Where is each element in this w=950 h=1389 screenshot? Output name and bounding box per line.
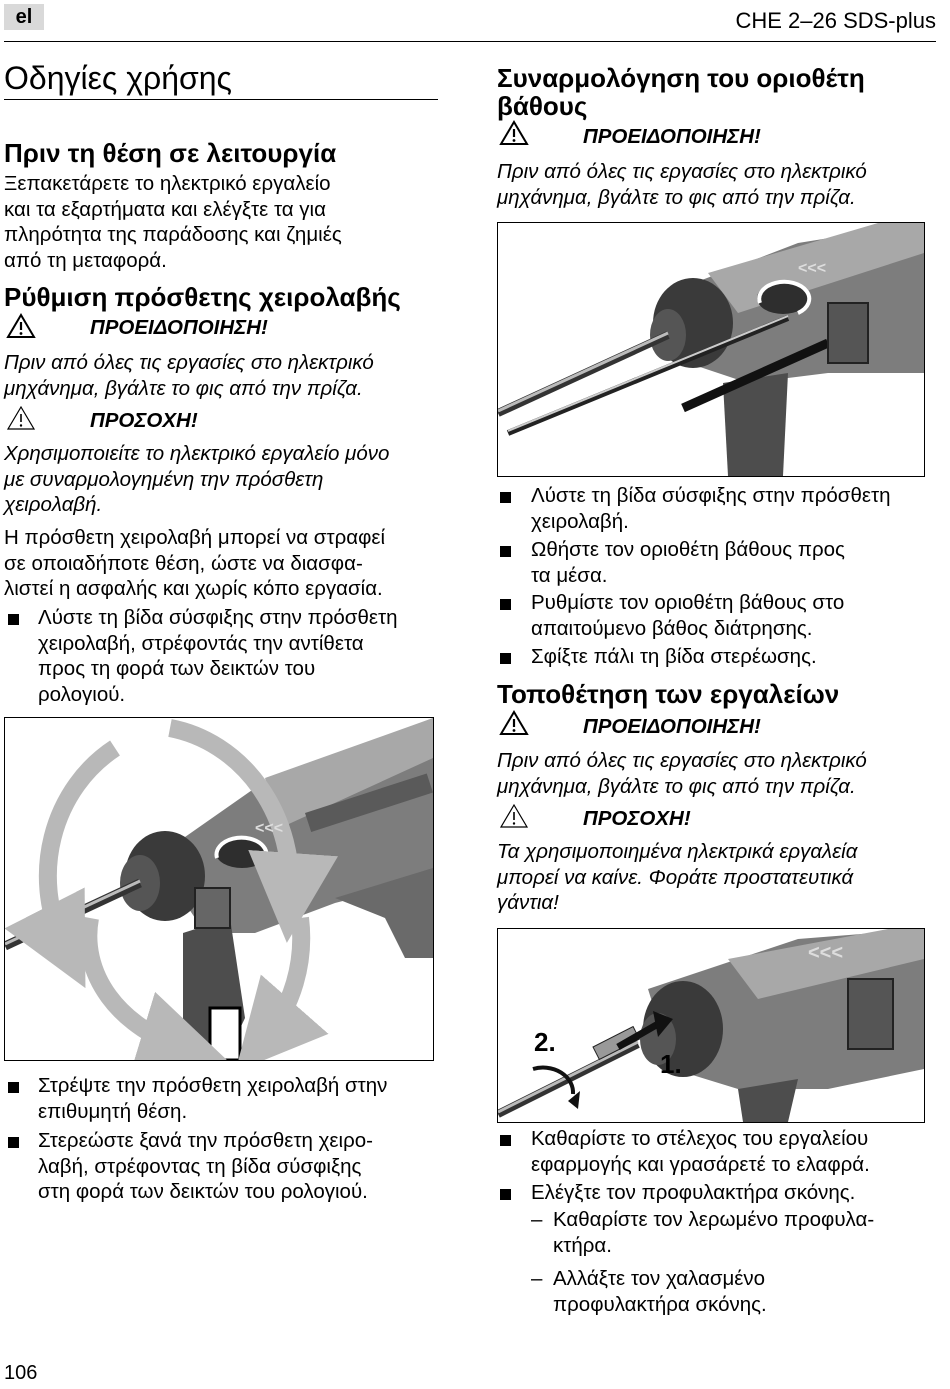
text-line: στη φορά των δεικτών του ρολογιού. (38, 1180, 368, 1203)
text-line: Λύστε τη βίδα σύσφιξης στην πρόσθετη (38, 606, 398, 629)
text-line: ρολογιού. (38, 682, 126, 706)
text-line: Ρυθμίστε τον οριοθέτη βάθους στο (531, 591, 845, 614)
page-title: Οδηγίες χρήσης (4, 60, 232, 96)
language-tag: el (4, 4, 44, 30)
text-line: πληρότητα της παράδοσης και ζημιές (4, 223, 342, 246)
aux-handle-body (4, 525, 385, 602)
text-line: επιθυμητή θέση. (38, 1099, 188, 1123)
text-line: Στρέψτε την πρόσθετη χειρολαβή στην (38, 1074, 388, 1097)
figure-rotate-handle (4, 717, 434, 1061)
text-line: Σφίξτε πάλι τη βίδα στερέωσης. (531, 645, 817, 668)
text-line: Καθαρίστε τον λερωμένο προφυλα- (553, 1208, 875, 1231)
bullet-tighten-handle (38, 1128, 373, 1205)
text-line: Πριν από όλες τις εργασίες στο ηλεκτρικό (497, 749, 867, 772)
bullet-square (500, 1189, 511, 1200)
svg-text:<<<: <<< (255, 820, 284, 837)
text-line: Λύστε τη βίδα σύσφιξης στην πρόσθετη (531, 484, 891, 507)
bullet-clean-shank (531, 1126, 870, 1177)
section-title-aux-handle: Ρύθμιση πρόσθετης χειρολαβής (4, 282, 401, 312)
text-line: εφαρμογής και γρασάρετέ το ελαφρά. (531, 1152, 870, 1176)
svg-text:<<<: <<< (798, 260, 827, 277)
warning-text (497, 159, 867, 210)
bullet-tighten-screw (531, 644, 817, 670)
bullet-adjust-stop (531, 590, 844, 641)
text-line: από τη μεταφορά. (4, 248, 167, 272)
bullet-square (500, 1135, 511, 1146)
text-line: κτήρα. (553, 1233, 612, 1257)
warning-triangle-icon (499, 120, 529, 146)
text-line: χειρολαβή. (531, 509, 629, 533)
caution-text (4, 441, 389, 518)
title-line: Συναρμολόγηση του οριοθέτη (497, 63, 865, 93)
bullet-square (8, 1082, 19, 1093)
title-rule (4, 99, 438, 100)
bullet-square (8, 1137, 19, 1148)
text-line: Ωθήστε τον οριοθέτη βάθους προς (531, 538, 845, 561)
text-line: Αλλάξτε τον χαλασμένο (553, 1267, 766, 1290)
caution-label: ΠΡΟΣΟΧΗ! (90, 409, 198, 432)
page-number: 106 (4, 1362, 38, 1384)
warning-text (497, 748, 867, 799)
step-1-label: 1. (660, 1049, 682, 1079)
text-line: χειρολαβή, στρέφοντάς την αντίθετα (38, 631, 364, 655)
section-title-insert-tools: Τοποθέτηση των εργαλείων (497, 679, 840, 709)
bullet-square (500, 599, 511, 610)
text-line: και τα εξαρτήματα και ελέγξτε τα για (4, 197, 326, 221)
figure-depth-stop (497, 222, 925, 477)
warning-label: ΠΡΟΕΙΔΟΠΟΙΗΣΗ! (583, 125, 761, 148)
step-2-label: 2. (534, 1027, 556, 1057)
text-line: με συναρμολογημένη την πρόσθετη (4, 467, 324, 491)
bullet-push-stop (531, 537, 845, 588)
text-line: Πριν από όλες τις εργασίες στο ηλεκτρικό (497, 160, 867, 183)
text-line: μηχάνημα, βγάλτε το φις από την πρίζα. (497, 185, 856, 209)
title-line: βάθους (497, 91, 588, 121)
text-line: τα μέσα. (531, 563, 608, 587)
text-line: σε οποιαδήποτε θέση, ώστε να διασφα- (4, 551, 363, 575)
text-line: Τα χρησιμοποιημένα ηλεκτρικά εργαλεία (497, 840, 858, 863)
svg-text:<<<: <<< (808, 942, 844, 964)
text-line: λιστεί η ασφαλής και χωρίς κόπο εργασία. (4, 577, 383, 600)
text-line: Στερεώστε ξανά την πρόσθετη χειρο- (38, 1129, 373, 1152)
dash-marker: – (531, 1208, 543, 1231)
bullet-square (500, 492, 511, 503)
text-line: γάντια! (497, 891, 559, 914)
text-line: Ελέγξτε τον προφυλακτήρα σκόνης. (531, 1181, 856, 1204)
text-line: Ξεπακετάρετε το ηλεκτρικό εργαλείο (4, 172, 331, 195)
warning-triangle-icon (6, 313, 36, 339)
text-line: απαιτούμενο βάθος διάτρησης. (531, 616, 813, 640)
bullet-rotate-handle (38, 1073, 387, 1124)
figure-insert-tool (497, 928, 925, 1123)
before-use-text (4, 171, 342, 273)
text-line: μηχάνημα, βγάλτε το φις από την πρίζα. (4, 376, 363, 400)
text-line: Καθαρίστε το στέλεχος του εργαλείου (531, 1127, 869, 1150)
bullet-square (500, 546, 511, 557)
text-line: μπορεί να καίνε. Φοράτε προστατευτικά (497, 865, 854, 889)
bullet-loosen-screw (38, 605, 398, 707)
text-line: Πριν από όλες τις εργασίες στο ηλεκτρικό (4, 351, 374, 374)
model-name: CHE 2–26 SDS-plus (735, 8, 936, 33)
bullet-loosen-screw-2 (531, 483, 891, 534)
text-line: Η πρόσθετη χειρολαβή μπορεί να στραφεί (4, 526, 386, 549)
text-line: χειρολαβή. (4, 493, 103, 516)
bullet-square (500, 653, 511, 664)
text-line: λαβή, στρέφοντας τη βίδα σύσφιξης (38, 1154, 362, 1178)
section-title-before-use: Πριν τη θέση σε λειτουργία (4, 138, 337, 168)
warning-label: ΠΡΟΕΙΔΟΠΟΙΗΣΗ! (90, 316, 268, 339)
text-line: προς τη φορά των δεικτών του (38, 657, 316, 680)
text-line: Χρησιμοποιείτε το ηλεκτρικό εργαλείο μόνο (4, 442, 390, 465)
bullet-check-dust-guard (531, 1180, 855, 1206)
header-rule (4, 41, 936, 42)
caution-triangle-icon (6, 405, 36, 431)
section-title-depth-stop (497, 64, 865, 120)
text-line: μηχάνημα, βγάλτε το φις από την πρίζα. (497, 774, 856, 798)
warning-label: ΠΡΟΕΙΔΟΠΟΙΗΣΗ! (583, 715, 761, 738)
bullet-square (8, 614, 19, 625)
caution-label: ΠΡΟΣΟΧΗ! (583, 807, 691, 830)
text-line: προφυλακτήρα σκόνης. (553, 1292, 767, 1316)
dash-marker: – (531, 1267, 543, 1290)
sub-bullet-replace-guard (553, 1266, 767, 1317)
caution-triangle-icon (499, 803, 529, 829)
warning-text (4, 350, 374, 401)
caution-text (497, 839, 857, 916)
sub-bullet-clean-guard (553, 1207, 874, 1258)
warning-triangle-icon (499, 710, 529, 736)
